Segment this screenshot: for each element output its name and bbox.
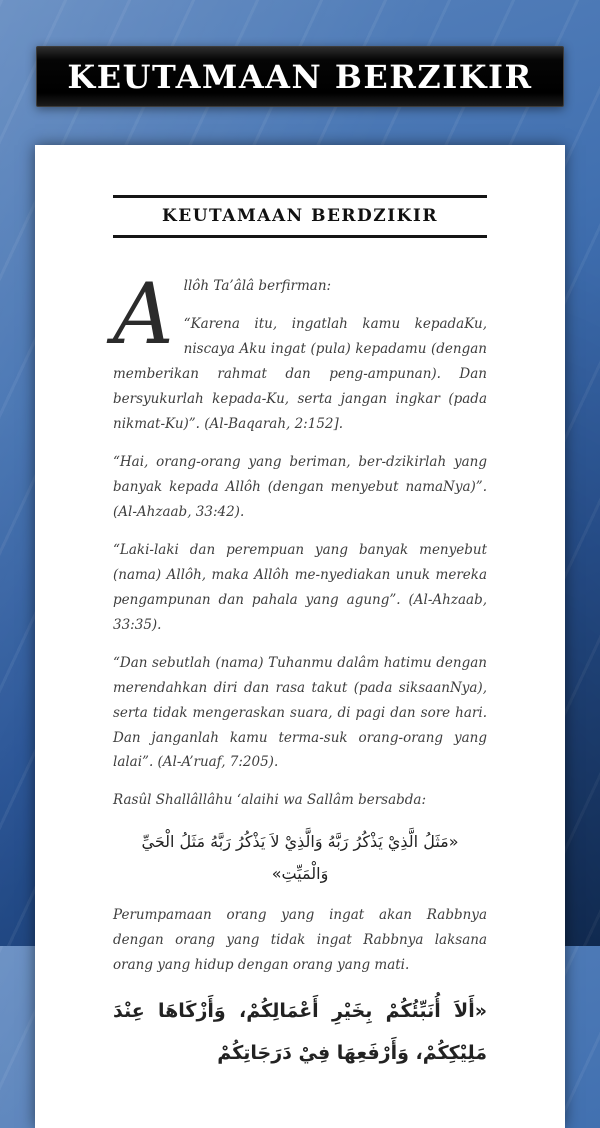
- quran-quote-al-ahzaab-35: “Laki-laki dan perempuan yang banyak menyebut (nama) Allôh, maka Allôh me-nyediakan unuk mereka pengampunan dan pahala yang agung”. (Al-Ahzaab, 33:35).: [113, 541, 487, 633]
- quran-quote-al-baqarah: “Karena itu, ingatlah kamu kepadaKu, niscaya Aku ingat (pula) kepadamu (dengan memberikan rahmat dan peng-ampunan). Dan bersyukurlah kepada-Ku, serta jangan ingkar (pada nikmat-Ku)”. (Al-Baqarah, 2:152].: [113, 315, 487, 432]
- hadith-translation: Perumpamaan orang yang ingat akan Rabbnya dengan orang yang tidak ingat Rabbnya laksana orang yang hidup dengan orang yang mati.: [113, 907, 487, 974]
- intro-line: llôh Ta’âlâ berfirman:: [183, 278, 332, 294]
- arabic-hadith-text: «مَثَلُ الَّذِيْ يَذْكُرُ رَبَّهُ وَالَّذِيْ لاَ يَذْكُرُ رَبَّهُ مَثَلُ الْحَيِّ وَالْمَيِّتِ»: [141, 832, 459, 884]
- document-body: [113, 265, 487, 1075]
- blog-title-banner: [36, 46, 564, 107]
- dropcap-letter: A: [113, 265, 174, 363]
- quran-quote-al-ahzaab-42: “Hai, orang-orang yang beriman, ber-dzikirlah yang banyak kepada Allôh (dengan menyebut namaNya)”. (Al-Ahzaab, 33:42).: [113, 453, 487, 520]
- document-page: [35, 145, 565, 1128]
- document-title-block: [113, 195, 487, 238]
- hadith-intro-line: Rasûl Shallâllâhu ‘alaihi wa Sallâm bersabda:: [113, 792, 427, 809]
- arabic-hadith-text-2: «أَلاَ أُنَبِّئُكُمْ بِخَيْرِ أَعْمَالِكُمْ، وَأَزْكَاهَا عِنْدَ مَلِيْكِكُمْ، وَأَرْفَعِهَا فِيْ دَرَجَاتِكُمْ: [113, 1000, 487, 1065]
- document-title: KEUTAMAAN BERDZIKIR: [161, 206, 439, 226]
- blog-title: KEUTAMAAN BERZIKIR: [67, 57, 533, 96]
- quran-quote-al-aruaf: “Dan sebutlah (nama) Tuhanmu dalâm hatimu dengan merendahkan diri dan rasa takut (pada siksaanNya), serta tidak mengeraskan suara, di pagi dan sore hari. Dan janganlah kamu terma-suk orang-orang yang lalai”. (Al-A’ruaf, 7:205).: [113, 654, 487, 771]
